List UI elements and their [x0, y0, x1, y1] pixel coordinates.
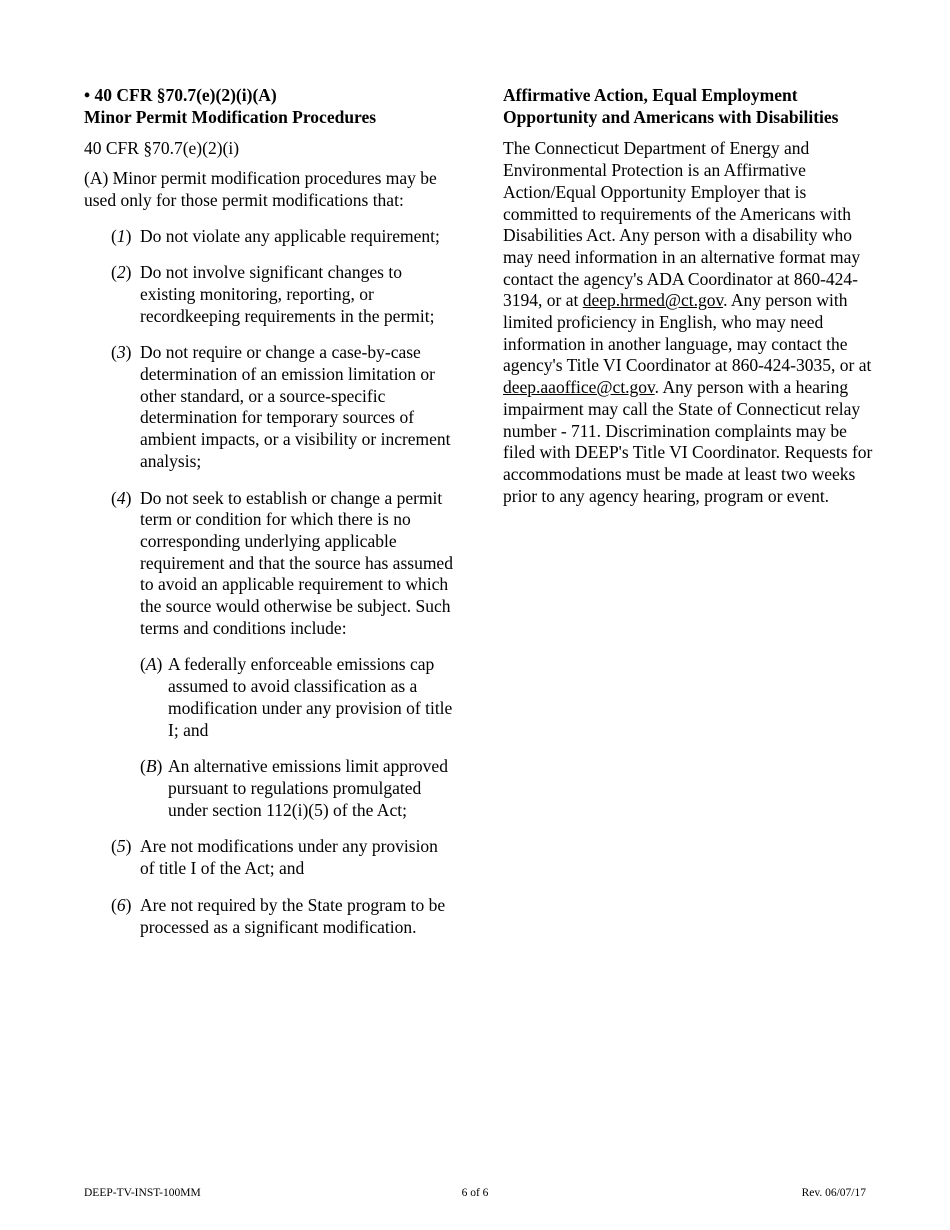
sub-item-a [84, 654, 454, 741]
notice-text-3: . Any person with a hearing impairment may call the State of Connecticut relay number - 711. Discrimination complaints may be filed with DEEP's Title VI Coordinator. Requests for accommodations must be made at least two weeks prior to any agency hearing, program or event. [503, 377, 873, 506]
notice-body [503, 138, 878, 507]
item-number: (5) [111, 836, 132, 857]
right-column [503, 85, 878, 515]
sub-item-text: An alternative emissions limit approved pursuant to regulations promulgated under section 112(i)(5) of the Act; [168, 756, 448, 820]
item-number: (4) [111, 487, 132, 508]
item-text: Are not modifications under any provision of title I of the Act; and [140, 836, 438, 879]
citation: 40 CFR §70.7(e)(2)(i) [84, 138, 240, 159]
sub-item-letter: (A) [140, 654, 163, 675]
item-number: (6) [111, 894, 132, 915]
email-link-hrmed[interactable]: deep.hrmed@ct.gov [582, 290, 724, 311]
footer-form-id: DEEP-TV-INST-100MM [84, 1187, 201, 1199]
notice-text-2: . Any person with limited proficiency in English, who may need information in another language, may contact the agency's Title VI Coordinator at 860-424-3035, or at [503, 290, 872, 376]
heading-line-2: Minor Permit Modification Procedures [84, 106, 377, 127]
list-item-1 [84, 226, 454, 248]
item-number: (3) [111, 342, 132, 363]
list-item-6 [84, 895, 454, 938]
item-text: Do not violate any applicable requirement; [140, 225, 440, 246]
sub-item-b [84, 756, 454, 821]
list-item-2 [84, 262, 454, 327]
notice-heading [503, 85, 878, 128]
section-heading [84, 85, 454, 128]
list-item-5 [84, 836, 454, 879]
item-number: (2) [111, 262, 132, 283]
item-text: Do not involve significant changes to existing monitoring, reporting, or recordkeeping requirements in the permit; [140, 262, 435, 326]
footer-revision: Rev. 06/07/17 [801, 1187, 866, 1199]
heading-line-2: Opportunity and Americans with Disabilities [503, 106, 839, 127]
item-text: Do not seek to establish or change a permit term or condition for which there is no corresponding underlying applicable requirement and that the source has assumed to avoid an applicable requirement to which the source would otherwise be subject. Such terms and conditions include: [140, 487, 453, 638]
item-text: Are not required by the State program to be processed as a significant modification. [140, 894, 446, 937]
list-item-3 [84, 342, 454, 472]
intro-paragraph: (A) Minor permit modification procedures may be used only for those permit modifications that: [84, 168, 437, 210]
email-link-aaoffice[interactable]: deep.aaoffice@ct.gov [503, 377, 655, 398]
notice-text-1: The Connecticut Department of Energy and Environmental Protection is an Affirmative Action/Equal Opportunity Employer that is committed to requirements of the Americans with Disabilities Act. Any person with a disability who may need information in an alternative format may contact the agency's ADA Coordinator at 860-424-3194, or at [503, 138, 861, 311]
sub-item-letter: (B) [140, 756, 163, 777]
heading-line-1: • 40 CFR §70.7(e)(2)(i)(A) [84, 85, 277, 105]
heading-line-1: Affirmative Action, Equal Employment [503, 85, 798, 105]
item-number: (1) [111, 225, 132, 246]
left-column [84, 85, 454, 953]
sub-item-text: A federally enforceable emissions cap assumed to avoid classification as a modification under any provision of title I; and [168, 654, 453, 740]
item-text: Do not require or change a case-by-case determination of an emission limitation or other standard, or a source-specific determination for temporary sources of ambient impacts, or a visibility or increment analysis; [140, 342, 451, 471]
footer-page-number: 6 of 6 [461, 1187, 489, 1199]
list-item-4 [84, 488, 454, 640]
